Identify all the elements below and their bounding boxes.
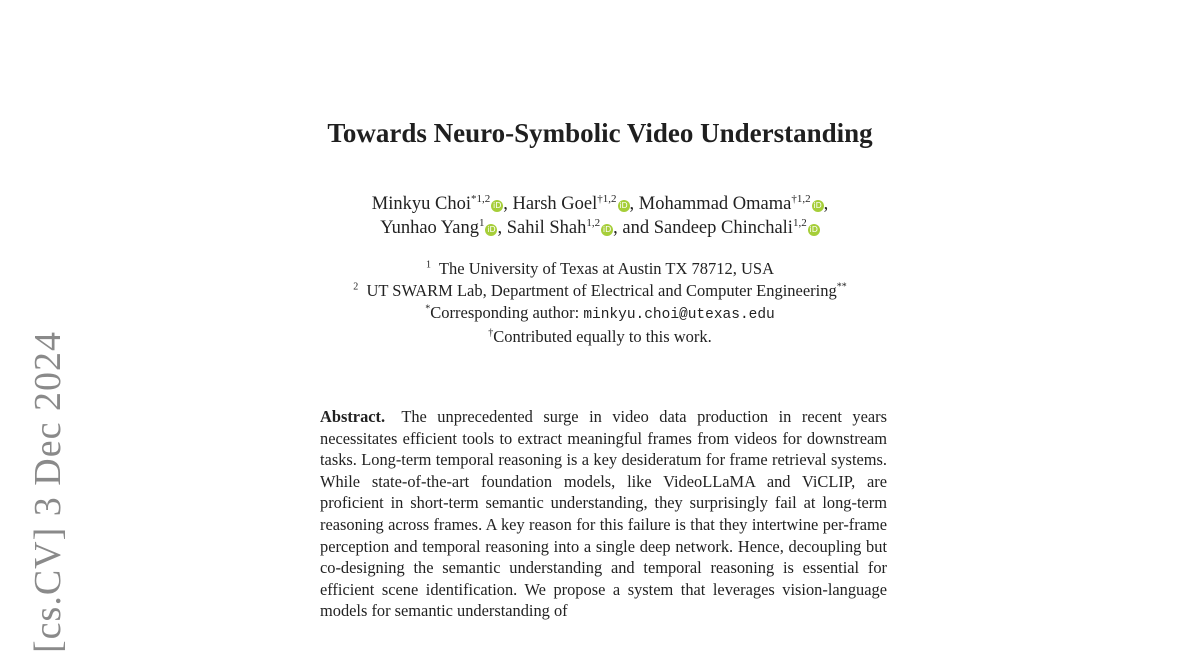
author-name: Sahil Shah — [506, 218, 587, 238]
paper-title: Towards Neuro-Symbolic Video Understanding — [327, 118, 873, 148]
affiliation-footnote-mark: ** — [836, 281, 847, 293]
author-affil-mark: 1,2 — [586, 216, 601, 229]
orcid-icon[interactable]: iD — [809, 225, 818, 234]
orcid-icon[interactable]: iD — [813, 201, 822, 210]
author-list — [0, 192, 1200, 240]
author-separator: , and — [613, 218, 654, 238]
author-line-2 — [0, 216, 1200, 240]
affiliations — [0, 258, 1200, 348]
author-name: Harsh Goel — [512, 194, 598, 214]
author-affil-mark: *1,2 — [470, 192, 491, 205]
affiliation-mark: 2 — [353, 281, 359, 293]
author-name: Mohammad Omama — [638, 194, 792, 214]
author-separator: , — [497, 218, 507, 238]
abstract-label: Abstract. — [320, 407, 386, 426]
orcid-icon[interactable]: iD — [493, 201, 502, 210]
orcid-icon[interactable]: iD — [619, 201, 628, 210]
author-line-1 — [0, 192, 1200, 216]
affiliation-text: The University of Texas at Austin TX 78712, USA — [438, 259, 775, 278]
author-separator: , — [823, 194, 829, 214]
affiliation-2 — [0, 280, 1200, 302]
equal-contribution-text: Contributed equally to this work. — [493, 327, 712, 346]
abstract — [320, 406, 887, 622]
author-name: Sandeep Chinchali — [653, 218, 793, 238]
abstract-text: The unprecedented surge in video data production in recent years necessitates efficient tools to extract meaningful frames from videos for downstream tasks. Long-term temporal reasoning is a key desideratum for frame retrieval systems. While state-of-the-art foundation models, like VideoLLaMA and ViCLIP, are proficient in short-term semantic understanding, they surprisingly fail at long-term reasoning across frames. A key reason for this failure is that they intertwine per-frame perception and temporal reasoning into a single deep network. Hence, decoupling but co-designing the semantic understanding and temporal reasoning is essential for efficient scene identification. We propose a system that leverages vision-language models for semantic understanding of — [320, 407, 887, 621]
equal-contribution-note — [0, 326, 1200, 348]
orcid-icon[interactable]: iD — [602, 225, 612, 234]
corresponding-label: Corresponding author: — [430, 303, 584, 322]
affiliation-mark: 1 — [425, 259, 431, 271]
author-separator: , — [629, 194, 639, 214]
author-affil-mark: 1 — [478, 216, 485, 229]
author-name: Yunhao Yang — [380, 218, 479, 238]
corresponding-email[interactable]: minkyu.choi@utexas.edu — [583, 307, 775, 323]
equal-contribution-mark: † — [488, 327, 494, 339]
author-affil-mark: †1,2 — [597, 192, 617, 205]
author-separator: , — [503, 194, 513, 214]
affiliation-1 — [0, 258, 1200, 280]
affiliation-text: UT SWARM Lab, Department of Electrical and Computer Engineering — [366, 281, 837, 300]
corresponding-mark: * — [425, 303, 431, 315]
author-affil-mark: †1,2 — [791, 192, 811, 205]
author-affil-mark: 1,2 — [792, 216, 807, 229]
author-name: Minkyu Choi — [371, 194, 471, 214]
corresponding-author — [0, 302, 1200, 326]
arxiv-identifier-text: [cs.CV] 3 Dec 2024 — [27, 331, 69, 653]
orcid-icon[interactable]: iD — [487, 225, 496, 234]
